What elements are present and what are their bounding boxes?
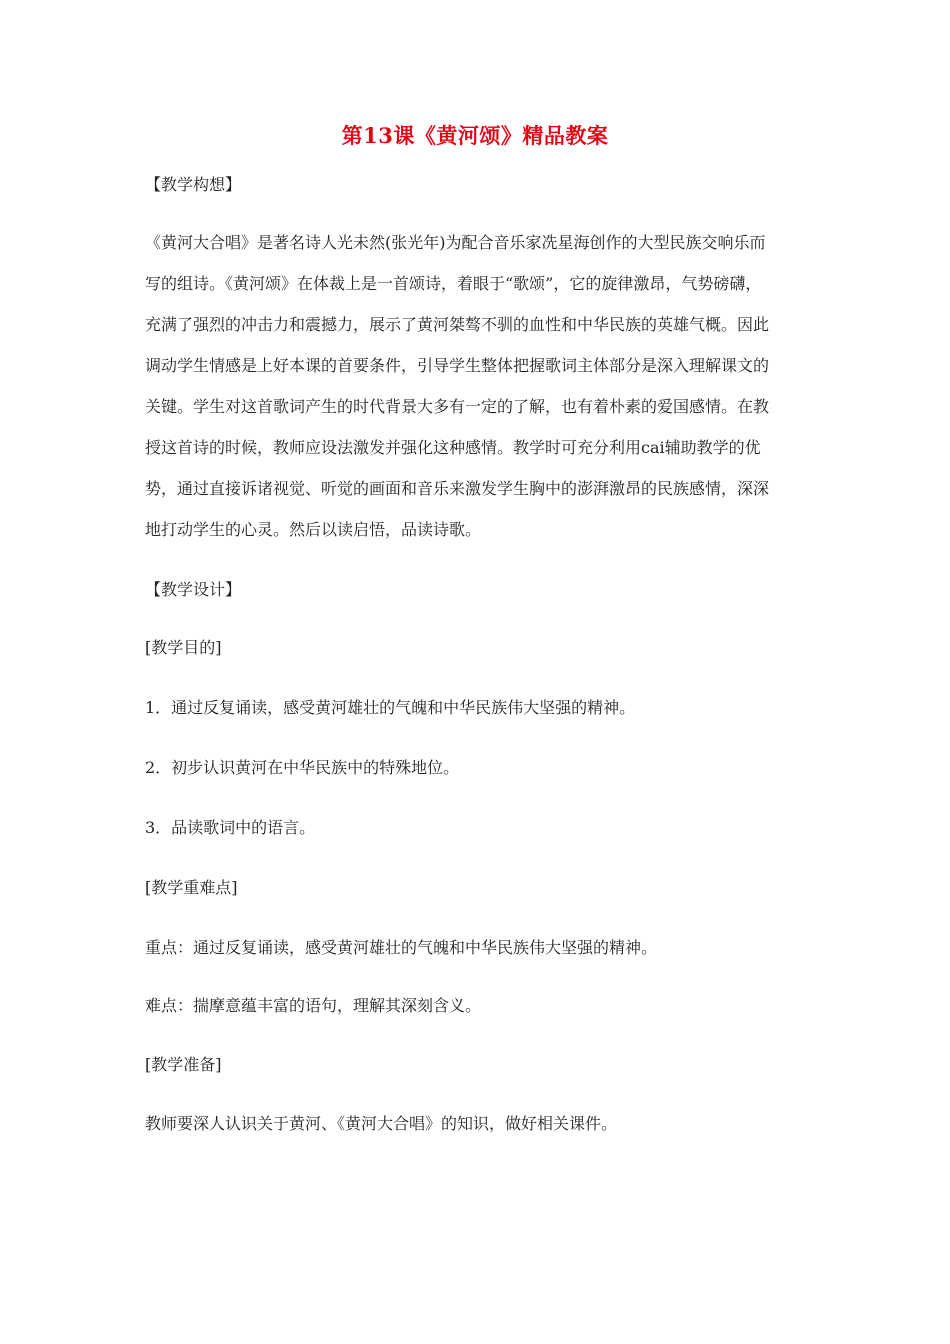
section-heading-concept: 【教学构想】 bbox=[145, 175, 242, 194]
paragraph-line: 势，通过直接诉诸视觉、听觉的画面和音乐来激发学生胸中的澎湃激昂的民族感情，深深 bbox=[145, 479, 770, 498]
paragraph-line: 写的组诗。《黄河颂》在体裁上是一首颂诗，着眼于“歌颂”，它的旋律激昂，气势磅礴， bbox=[145, 274, 762, 293]
goal-item-1: 1．通过反复诵读，感受黄河雄壮的气魄和中华民族伟大坚强的精神。 bbox=[145, 698, 636, 717]
paragraph-line: 地打动学生的心灵。然后以读启悟，品读诗歌。 bbox=[145, 520, 482, 539]
paragraph-line: 关键。学生对这首歌词产生的时代背景大多有一定的了解，也有着朴素的爱国感情。在教 bbox=[145, 397, 770, 416]
page-title: 第13课《黄河颂》精品教案 bbox=[341, 123, 609, 148]
section-heading-design: 【教学设计】 bbox=[145, 580, 242, 599]
paragraph-line: 充满了强烈的冲击力和震撼力，展示了黄河桀骜不驯的血性和中华民族的英雄气概。因此 bbox=[145, 315, 770, 334]
concept-paragraph bbox=[145, 222, 810, 550]
preparation-text: 教师要深人认识关于黄河、《黄河大合唱》的知识，做好相关课件。 bbox=[145, 1114, 618, 1133]
paragraph-line: 授这首诗的时候，教师应设法激发并强化这种感情。教学时可充分利用cai辅助教学的优 bbox=[145, 438, 761, 457]
paragraph-line: 调动学生情感是上好本课的首要条件，引导学生整体把握歌词主体部分是深入理解课文的 bbox=[145, 356, 770, 375]
subheading-key-points: [教学重难点] bbox=[145, 878, 238, 897]
goal-item-3: 3．品读歌词中的语言。 bbox=[145, 818, 316, 837]
subheading-goals: [教学目的] bbox=[145, 638, 222, 657]
key-point-text: 重点：通过反复诵读，感受黄河雄壮的气魄和中华民族伟大坚强的精神。 bbox=[145, 938, 658, 957]
paragraph-line: 《黄河大合唱》是著名诗人光未然(张光年)为配合音乐家冼星海创作的大型民族交响乐而 bbox=[145, 233, 766, 252]
subheading-preparation: [教学准备] bbox=[145, 1055, 222, 1074]
goal-item-2: 2．初步认识黄河在中华民族中的特殊地位。 bbox=[145, 758, 460, 777]
difficult-point-text: 难点：揣摩意蕴丰富的语句，理解其深刻含义。 bbox=[145, 996, 482, 1015]
